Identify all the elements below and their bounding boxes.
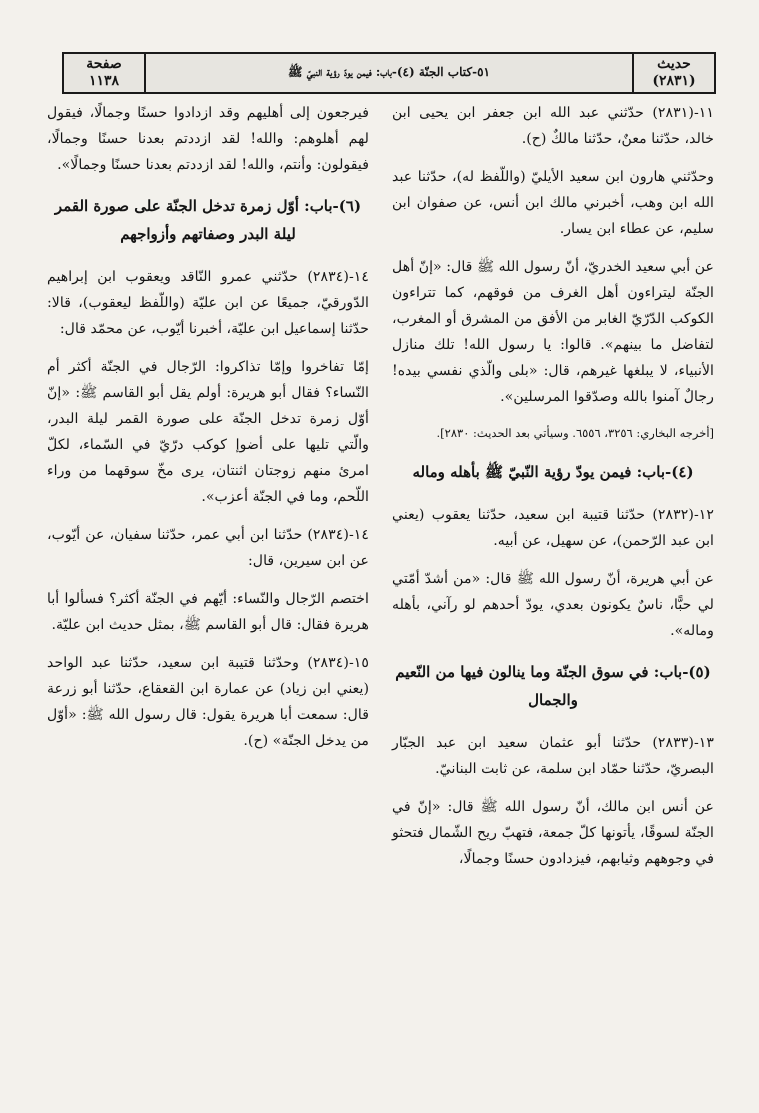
hadith-paragraph: وحدّثني هارون ابن سعيد الأيليّ (واللّفظ له)، حدّثنا عبد الله ابن وهب، أخبرني مالك ابن أنس، عن صفوان ابن سليم، عن عطاء ابن يسار. <box>392 169 714 237</box>
hadith-paragraph: إمّا تفاخروا وإمّا تذاكروا: الرّجال في الجنّة أكثر أم النّساء؟ فقال أبو هريرة: أولم يقل أبو القاسم ﷺ: «إنّ أوّل زمرة تدخل الجنّة على صورة القمر ليلة البدر، والّتي تليها على أضوإ كوكب درّيّ في السّماء، لكلّ امرئ منهم زوجتان اثنتان، يرى مخّ سوقهما من وراء اللّحم، وما في الجنّة أعزب». <box>47 359 369 505</box>
right-column <box>392 100 714 884</box>
chapter-title-text: ٥١-كتاب الجنّة (٤)-باب: فيمن يودّ رؤية النبيّ ﷺ <box>288 64 490 79</box>
hadith-paragraph: ١٤-(٢٨٣٤) حدّثني عمرو النّاقد ويعقوب ابن إبراهيم الدّورقيّ، جميعًا عن ابن عليّة (واللّفظ ليعقوب)، قالا: حدّثنا إسماعيل ابن عليّة، أخبرنا أيّوب، عن محمّد قال: <box>47 269 369 337</box>
chapter-heading: (٤)-باب: فيمن يودّ رؤية النّبيّ ﷺ بأهله وماله <box>412 463 694 481</box>
hadith-paragraph: فيرجعون إلى أهليهم وقد ازدادوا حسنًا وجمالًا، فيقول لهم أهلوهم: والله! لقد ازددتم بعدنا حسنًا وجمالًا، فيقولون: وأنتم، والله! لقد ازددتم بعدنا حسنًا وجمالًا». <box>47 105 369 173</box>
reference-note: [أخرجه البخاري: ٣٢٥٦، ٦٥٥٦. وسيأتي بعد الحديث: ٢٨٣٠]. <box>436 426 714 440</box>
hadith-paragraph: ١٢-(٢٨٣٢) حدّثنا قتيبة ابن سعيد، حدّثنا يعقوب (يعني ابن عبد الرّحمن)، عن سهيل، عن أبيه. <box>392 507 714 549</box>
chapter-heading: (٦)-باب: أوّل زمرة تدخل الجنّة على صورة القمر ليلة البدر وصفاتهم وأزواجهم <box>54 197 362 243</box>
hadith-paragraph: عن أبي سعيد الخدريّ، أنّ رسول الله ﷺ قال: «إنّ أهل الجنّة ليتراءون أهل الغرف من فوقهم، كما تتراءون الكوكب الدّرّيّ الغابر من الأفق من المشرق أو المغرب، لتفاضل ما بينهم». قالوا: يا رسول الله! تلك منازل الأنبياء، لا يبلغها غيرهم، قال: «بلى والّذي نفسي بيده! رجالٌ آمنوا بالله وصدّقوا المرسلين». <box>392 259 714 405</box>
hadith-paragraph: ١١-(٢٨٣١) حدّثني عبد الله ابن جعفر ابن يحيى ابن خالد، حدّثنا معنٌ، حدّثنا مالكٌ (ح). <box>392 105 714 147</box>
page-number-box <box>64 54 146 92</box>
hadith-paragraph: اختصم الرّجال والنّساء: أيّهم في الجنّة أكثر؟ فسألوا أبا هريرة فقال: قال أبو القاسم ﷺ، بمثل حديث ابن عليّة. <box>47 591 369 633</box>
hadith-paragraph: عن أبي هريرة، أنّ رسول الله ﷺ قال: «من أشدّ أمّتي لي حبًّا، ناسٌ يكونون بعدي، يودّ أحدهم لو رآني، بأهله وماله». <box>392 571 714 639</box>
hadith-paragraph: ١٣-(٢٨٣٣) حدّثنا أبو عثمان سعيد ابن عبد الجبّار البصريّ، حدّثنا حمّاد ابن سلمة، عن ثابت البنانيّ. <box>392 735 714 777</box>
hadith-paragraph: ١٥-(٢٨٣٤) وحدّثنا قتيبة ابن سعيد، حدّثنا عبد الواحد (يعني ابن زياد) عن عمارة ابن القعقاع، حدّثنا أبو زرعة قال: سمعت أبا هريرة يقول: قال رسول الله ﷺ: «أوّل من يدخل الجنّة» (ح). <box>47 655 369 749</box>
page-label: صفحة <box>86 56 122 72</box>
left-column <box>47 100 369 766</box>
hadith-paragraph: ١٤-(٢٨٣٤) حدّثنا ابن أبي عمر، حدّثنا سفيان، عن أيّوب، عن ابن سيرين، قال: <box>47 527 369 569</box>
chapter-heading: (٥)-باب: في سوق الجنّة وما ينالون فيها من النّعيم والجمال <box>395 663 711 709</box>
hadith-label: حديث <box>657 56 691 72</box>
hadith-paragraph: عن أنس ابن مالك، أنّ رسول الله ﷺ قال: «إنّ في الجنّة لسوقًا، يأتونها كلّ جمعة، فتهبّ ريح الشّمال فتحثو في وجوههم وثيابهم، فيزدادون حسنًا وجمالًا، <box>392 799 714 867</box>
page-number: ١١٣٨ <box>88 73 120 89</box>
hadith-number: (٢٨٣١) <box>652 73 696 89</box>
chapter-title <box>146 54 632 92</box>
page-header <box>62 52 716 94</box>
hadith-number-box <box>632 54 714 92</box>
